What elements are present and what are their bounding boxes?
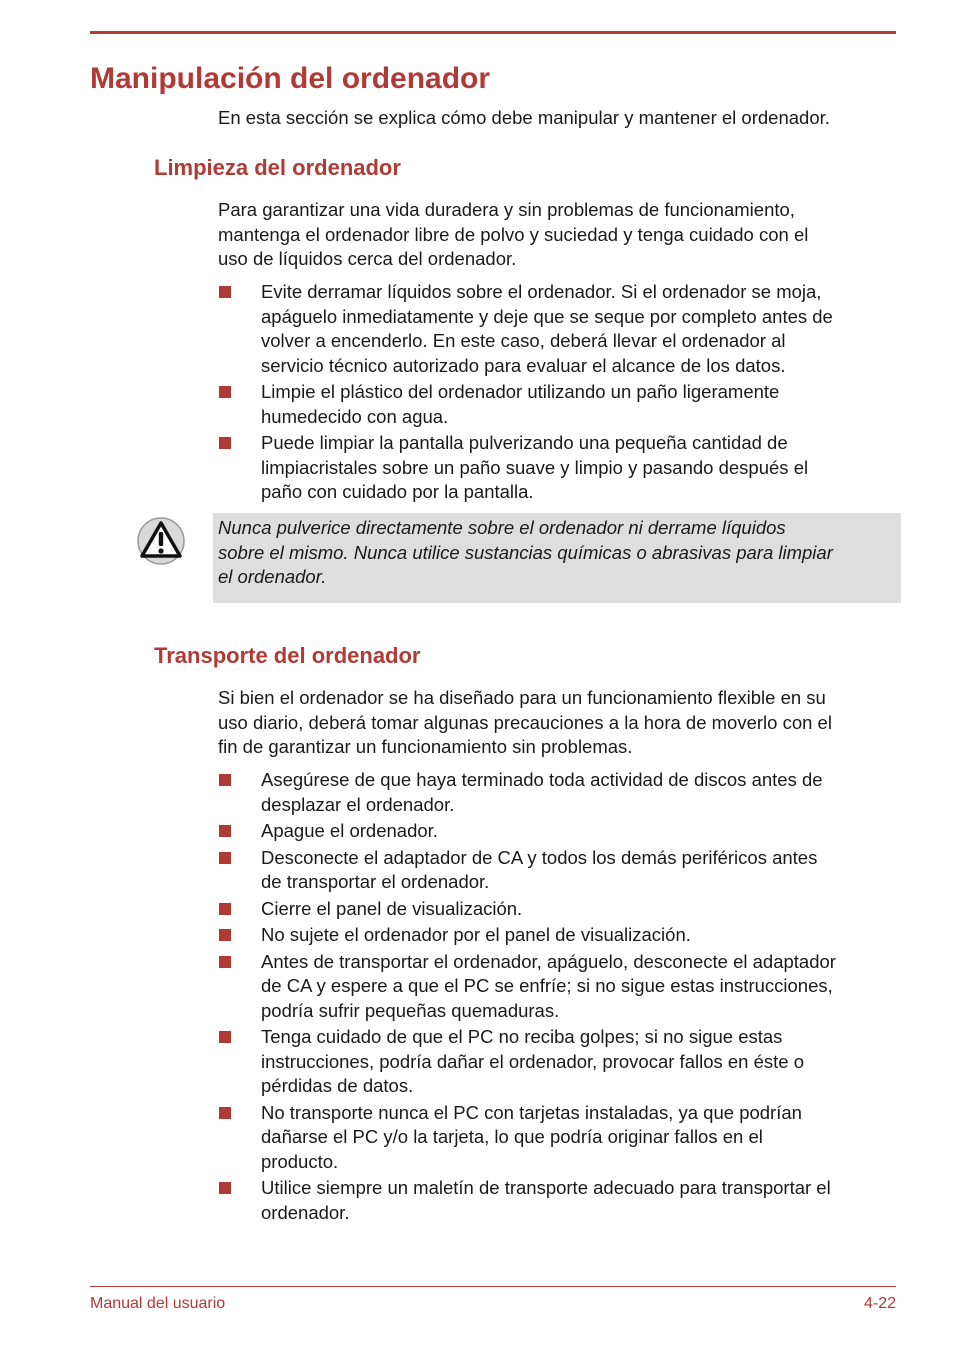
list-item [218,1101,908,1175]
bullet-line: Asegúrese de que haya terminado toda actividad de discos antes de [261,769,823,790]
bullet-line: Desconecte el adaptador de CA y todos los demás periféricos antes [261,846,818,868]
bullet-square-icon [219,903,231,915]
caution-line: el ordenador. [218,566,327,587]
bullet-square-icon [219,437,231,449]
paragraph-line: Si bien el ordenador se ha diseñado para un funcionamiento flexible en su [218,687,826,708]
bullet-square-icon [219,929,231,941]
list-item [218,768,908,817]
bullet-line: limpiacristales sobre un paño suave y limpio y pasando después el [261,456,809,478]
bullet-square-icon [219,1182,231,1194]
intro-text: En esta sección se explica cómo debe manipular y mantener el ordenador. [218,107,830,128]
list-item [218,1176,908,1225]
bullet-line: humedecido con agua. [261,405,449,427]
paragraph-line: fin de garantizar un funcionamiento sin problemas. [218,736,633,757]
bullet-line: Evite derramar líquidos sobre el ordenador. Si el ordenador se moja, [261,281,822,302]
paragraph-line: uso de líquidos cerca del ordenador. [218,248,517,269]
list-item [218,846,908,895]
list-item [218,280,908,378]
bullet-line: instrucciones, podría dañar el ordenador, provocar fallos en éste o [261,1050,804,1072]
list-item [218,1025,908,1099]
list-item [218,950,908,1024]
bullet-line: No transporte nunca el PC con tarjetas instaladas, ya que podrían [261,1101,802,1123]
page-title: Manipulación del ordenador [90,62,491,95]
bullet-square-icon [219,956,231,968]
bullet-line: de transportar el ordenador. [261,871,490,892]
bullet-square-icon [219,286,231,298]
bullet-line: No sujete el ordenador por el panel de visualización. [261,924,691,945]
bullet-line: dañarse el PC y/o la tarjeta, lo que podría originar fallos en el [261,1126,763,1147]
bullet-line: volver a encenderlo. En este caso, deberá llevar el ordenador al [261,330,786,351]
bullet-line: apáguelo inmediatamente y deje que se seque por completo antes de [261,305,833,327]
list-item [218,380,908,429]
cleaning-paragraph [218,198,898,272]
bullet-line: Utilice siempre un maletín de transporte adecuado para transportar el [261,1177,831,1198]
bullet-square-icon [219,774,231,786]
transport-paragraph [218,686,898,760]
bullet-line: Antes de transportar el ordenador, apáguelo, desconecte el adaptador [261,950,836,972]
bullet-square-icon [219,1107,231,1119]
bullet-line: ordenador. [261,1201,350,1223]
footer-page-number: 4-22 [863,1295,896,1312]
footer-rule [90,1286,896,1287]
bullet-square-icon [219,825,231,837]
bullet-line: desplazar el ordenador. [261,793,455,815]
caution-text [218,516,833,590]
warning-triangle-icon [136,516,186,566]
paragraph-line: uso diario, deberá tomar algunas precauciones a la hora de moverlo con el [218,711,832,733]
bullet-line: Apague el ordenador. [261,820,438,841]
bullet-line: producto. [261,1150,339,1172]
bullet-line: Puede limpiar la pantalla pulverizando una pequeña cantidad de [261,432,788,453]
bullet-line: Tenga cuidado de que el PC no reciba golpes; si no sigue estas [261,1026,783,1047]
caution-line: sobre el mismo. Nunca utilice sustancias químicas o abrasivas para limpiar [218,541,833,563]
cleaning-bullet-list [218,280,908,507]
list-item [218,923,908,948]
bullet-line: Cierre el panel de visualización. [261,897,523,919]
bullet-line: Limpie el plástico del ordenador utilizando un paño ligeramente [261,381,780,402]
list-item [218,431,908,505]
bullet-square-icon [219,852,231,864]
paragraph-line: Para garantizar una vida duradera y sin problemas de funcionamiento, [218,199,795,220]
footer-manual-title: Manual del usuario [90,1295,226,1312]
bullet-line: servicio técnico autorizado para evaluar el alcance de los datos. [261,354,786,376]
list-item [218,819,908,844]
caution-line: Nunca pulverice directamente sobre el ordenador ni derrame líquidos [218,517,786,538]
bullet-line: pérdidas de datos. [261,1075,414,1096]
list-item [218,897,908,922]
bullet-line: podría sufrir pequeñas quemaduras. [261,999,560,1021]
section-heading-transport: Transporte del ordenador [154,643,421,668]
bullet-square-icon [219,1031,231,1043]
top-rule [90,31,896,34]
section-heading-cleaning: Limpieza del ordenador [154,155,401,180]
bullet-square-icon [219,386,231,398]
bullet-line: paño con cuidado por la pantalla. [261,481,534,502]
paragraph-line: mantenga el ordenador libre de polvo y suciedad y tenga cuidado con el [218,223,809,245]
transport-bullet-list [218,768,908,1227]
bullet-line: de CA y espere a que el PC se enfríe; si no sigue estas instrucciones, [261,975,833,996]
